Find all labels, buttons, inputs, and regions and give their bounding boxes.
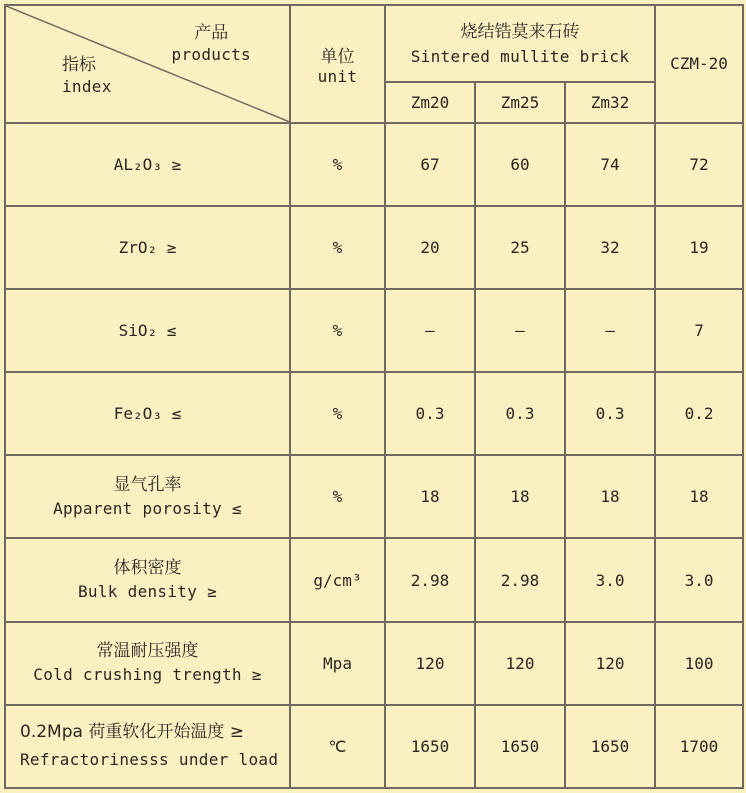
cell-value: 7 [655,289,743,372]
sub-header-zm32: Zm32 [565,82,655,123]
row-unit: Mpa [290,622,385,705]
cell-value: 3.0 [565,538,655,621]
cell-value: – [475,289,565,372]
row-unit: % [290,206,385,289]
cell-value: 32 [565,206,655,289]
sub-header-zm25: Zm25 [475,82,565,123]
cell-value: 18 [565,455,655,538]
row-unit: ℃ [290,705,385,788]
row-label [5,705,290,788]
cell-value: – [385,289,475,372]
cell-value: 1650 [385,705,475,788]
row-label-en: Apparent porosity ≤ [53,498,242,518]
cell-value: 0.3 [475,372,565,455]
cell-value: 0.3 [565,372,655,455]
table-row [5,455,743,538]
row-label-cn: 常温耐压强度 [96,641,199,662]
cell-value: 120 [565,622,655,705]
index-header [62,54,112,98]
cell-value: 25 [475,206,565,289]
row-label: ZrO₂ ≥ [5,206,290,289]
row-unit: % [290,455,385,538]
table-row [5,206,743,289]
cell-value: 3.0 [655,538,743,621]
row-unit: % [290,123,385,206]
table-row [5,705,743,788]
row-unit: % [290,289,385,372]
products-header [172,22,251,66]
row-label-cn: 0.2Mpa 荷重软化开始温度 ≥ [20,722,244,743]
products-cn: 产品 [194,23,229,43]
cell-value: 19 [655,206,743,289]
cell-value: 2.98 [385,538,475,621]
row-label [5,455,290,538]
cell-value: 18 [655,455,743,538]
table-row [5,289,743,372]
sub-header-zm20: Zm20 [385,82,475,123]
cell-value: 1650 [565,705,655,788]
products-en: products [171,45,251,64]
cell-value: 2.98 [475,538,565,621]
cell-value: 120 [475,622,565,705]
row-label-en: Cold crushing trength ≥ [33,665,262,685]
cell-value: 1700 [655,705,743,788]
row-unit: g/cm³ [290,538,385,621]
row-label: AL₂O₃ ≥ [5,123,290,206]
row-label [5,622,290,705]
row-label [5,538,290,621]
table-row [5,123,743,206]
table-row [5,372,743,455]
cell-value: 74 [565,123,655,206]
table-row [5,538,743,621]
row-label: Fe₂O₃ ≤ [5,372,290,455]
cell-value: 20 [385,206,475,289]
row-label-cn: 显气孔率 [113,474,182,495]
group-cn: 烧结锆莫来石砖 [460,21,580,42]
cell-value: 18 [385,455,475,538]
unit-en: unit [317,66,358,86]
cell-value: 0.2 [655,372,743,455]
cell-value: 60 [475,123,565,206]
cell-value: 72 [655,123,743,206]
cell-value: 120 [385,622,475,705]
row-label: SiO₂ ≤ [5,289,290,372]
corner-header-cell [5,5,290,123]
group-header [385,5,655,82]
row-unit: % [290,372,385,455]
index-cn: 指标 [62,55,96,75]
cell-value: – [565,289,655,372]
czm-header: CZM-20 [655,5,743,123]
properties-table [4,4,744,789]
cell-value: 67 [385,123,475,206]
group-en: Sintered mullite brick [410,46,630,66]
unit-cn: 单位 [320,46,355,67]
row-label-cn: 体积密度 [113,558,182,578]
cell-value: 100 [655,622,743,705]
cell-value: 1650 [475,705,565,788]
cell-value: 0.3 [385,372,475,455]
row-label-en: Refractorinesss under load [20,750,279,770]
index-en: index [62,77,112,96]
table-row [5,622,743,705]
row-label-en: Bulk density ≥ [77,582,218,601]
unit-header [290,5,385,123]
cell-value: 18 [475,455,565,538]
